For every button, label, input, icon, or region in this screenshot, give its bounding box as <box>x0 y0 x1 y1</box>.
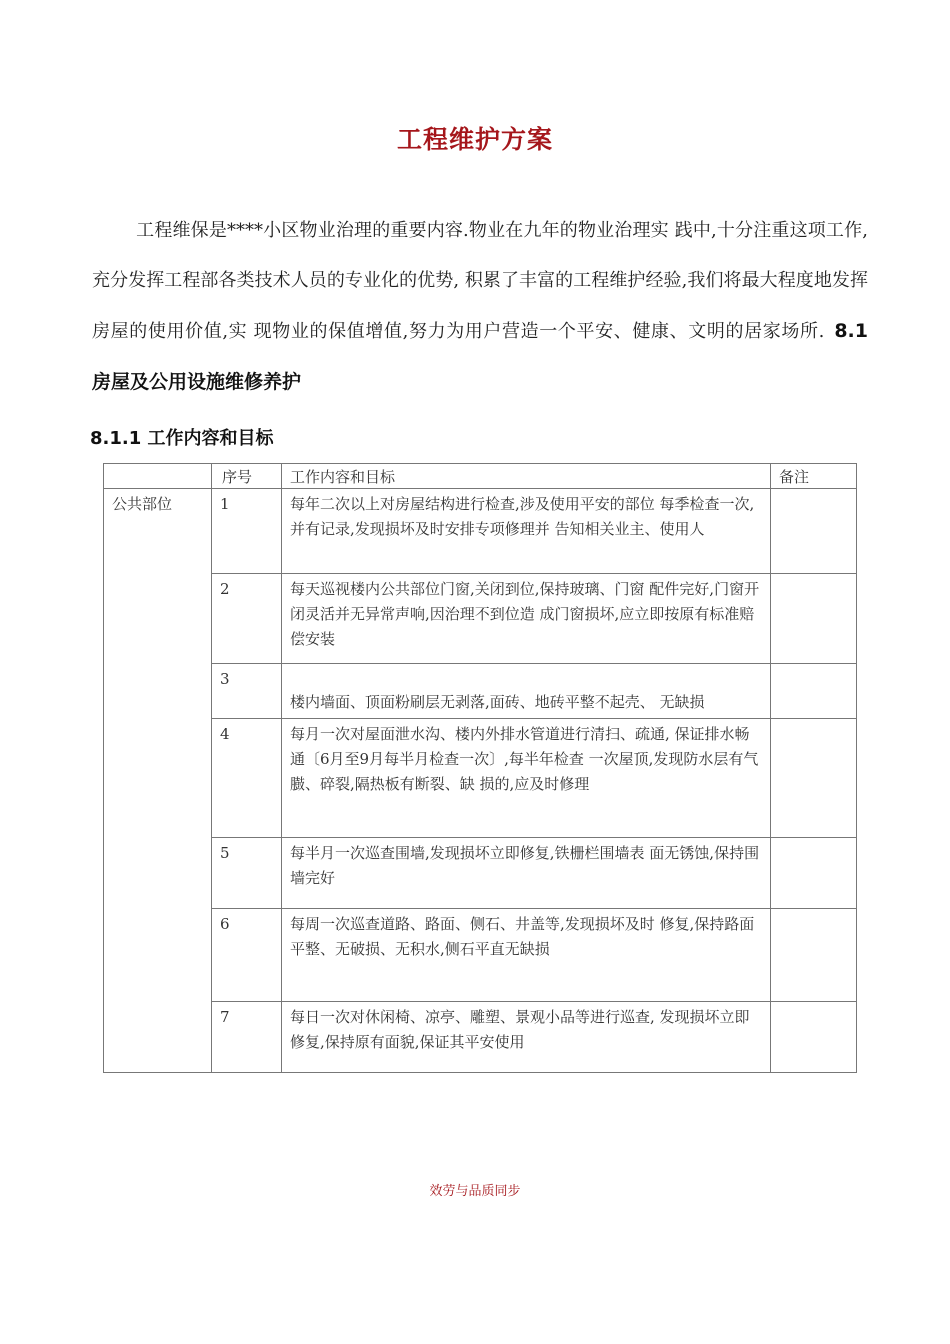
header-cell-category <box>104 464 212 489</box>
row-note <box>771 574 857 664</box>
row-content: 每月一次对屋面泄水沟、楼内外排水管道进行清扫、疏通, 保证排水畅通〔6月至9月每半月检查一次〕,每半年检查 一次屋顶,发现防水层有气臌、碎裂,隔热板有断裂、缺 损的,应及时修理 <box>282 719 771 838</box>
row-number: 2 <box>212 574 282 664</box>
row-number: 6 <box>212 909 282 1002</box>
table-row <box>104 909 857 1002</box>
header-cell-number: 序号 <box>212 464 282 489</box>
row-content: 每天巡视楼内公共部位门窗,关闭到位,保持玻璃、门窗 配件完好,门窗开闭灵活并无异常声响,因治理不到位造 成门窗损坏,应立即按原有标准赔偿安装 <box>282 574 771 664</box>
row-content: 每周一次巡查道路、路面、侧石、井盖等,发现损坏及时 修复,保持路面平整、无破损、无积水,侧石平直无缺损 <box>282 909 771 1002</box>
row-content: 每半月一次巡查围墙,发现损坏立即修复,铁栅栏围墙表 面无锈蚀,保持围墙完好 <box>282 838 771 909</box>
row-number: 4 <box>212 719 282 838</box>
category-cell: 公共部位 <box>104 489 212 1073</box>
header-cell-note: 备注 <box>771 464 857 489</box>
intro-paragraph: 工程维保是****小区物业治理的重要内容.物业在九年的物业治理实 践中,十分注重这项工作,充分发挥工程部各类技术人员的专业化的优势, 积累了丰富的工程维护经验,我们将最大程度地发挥房屋的使用价值,实 现物业的保值增值,努力为用户营造一个平安、健康、文明的居家场所. <box>92 220 868 342</box>
row-note <box>771 489 857 574</box>
row-note <box>771 909 857 1002</box>
table-header-row <box>104 464 857 489</box>
page-footer: 效劳与品质同步 <box>429 1184 521 1199</box>
table-row <box>104 719 857 838</box>
row-number: 1 <box>212 489 282 574</box>
header-cell-content: 工作内容和目标 <box>282 464 771 489</box>
row-number: 7 <box>212 1002 282 1073</box>
table-row <box>104 838 857 909</box>
table-row <box>104 664 857 719</box>
row-note <box>771 1002 857 1073</box>
work-content-table <box>103 463 857 1073</box>
row-note <box>771 664 857 719</box>
row-content: 每年二次以上对房屋结构进行检查,涉及使用平安的部位 每季检查一次,并有记录,发现损坏及时安排专项修理并 告知相关业主、使用人 <box>282 489 771 574</box>
table-row <box>104 489 857 574</box>
subsection-heading-8-1-1: 8.1.1 工作内容和目标 <box>90 428 274 449</box>
row-content: 每日一次对休闲椅、凉亭、雕塑、景观小品等进行巡查, 发现损坏立即修复,保持原有面貌,保证其平安使用 <box>282 1002 771 1073</box>
row-number: 5 <box>212 838 282 909</box>
row-note <box>771 838 857 909</box>
table-row <box>104 574 857 664</box>
row-number: 3 <box>212 664 282 719</box>
intro-paragraph-block <box>92 206 868 408</box>
page-title: 工程维护方案 <box>396 125 553 154</box>
row-content: 楼内墙面、顶面粉刷层无剥落,面砖、地砖平整不起壳、 无缺损 <box>282 664 771 719</box>
row-note <box>771 719 857 838</box>
table-row <box>104 1002 857 1073</box>
section-heading-8-1: 8.1 房屋及公用设施维修养护 <box>92 320 868 393</box>
